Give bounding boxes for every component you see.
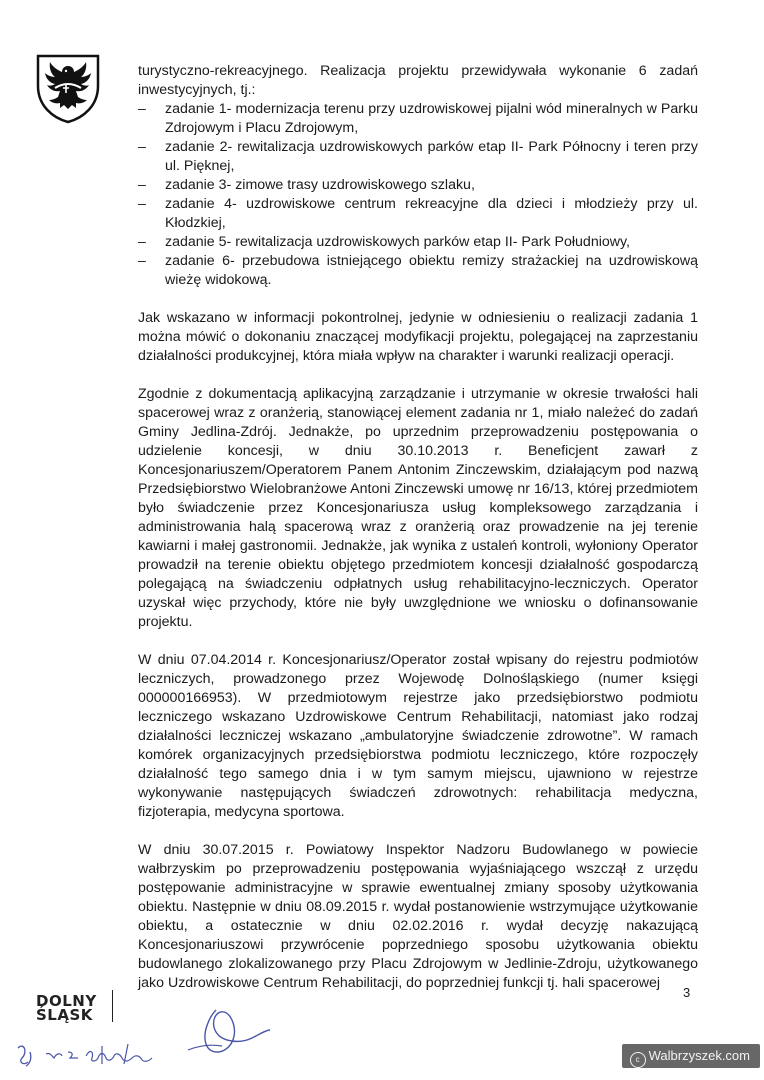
list-item: – zadanie 5- rewitalizacja uzdrowiskowych parków etap II- Park Południowy, xyxy=(138,233,698,252)
paragraph: Zgodnie z dokumentacją aplikacyjną zarządzanie i utrzymanie w okresie trwałości hali spacerowej wraz z oranżerią, stanowiącej element zadania nr 1, miało należeć do zadań Gminy Jedlina-Zdrój. Jednakże, po uprzednim przeprowadzeniu postępowania o udzielenie koncesji, w dniu 30.10.2013 r. Beneficjent zawarł z Koncesjonariuszem/Operatorem Panem Antonim Zinczewskim, działającym pod nazwą Przedsiębiorstwo Wielobranżowe Antoni Zinczewski umowę nr 16/13, której przedmiotem było świadczenie przez Koncesjonariusza usług kompleksowego zarządzania i administrowania halą spacerową wraz z oranżerią oraz prowadzenie na jej terenie kawiarni i małej gastronomii. Jednakże, jak wynika z ustaleń kontroli, wyłoniony Operator prowadził na terenie obiektu objętego przedmiotem koncesji działalność gospodarczą polegającą na świadczeniu odpłatnych usług rehabilitacyjno-leczniczych. Operator uzyskał więc przychody, które nie były uwzględnione we wniosku o dofinansowanie projektu. xyxy=(138,386,698,630)
intro-paragraph: turystyczno-rekreacyjnego. Realizacja projektu przewidywała wykonanie 6 zadań inwestycyjnych, tj.: xyxy=(138,63,698,98)
list-item: – zadanie 3- zimowe trasy uzdrowiskowego szlaku, xyxy=(138,176,698,195)
logo-line: ŚLĄSK xyxy=(36,1006,93,1024)
dolny-slask-logo xyxy=(36,994,97,1022)
logo-divider xyxy=(112,990,113,1022)
list-item: – zadanie 2- rewitalizacja uzdrowiskowych parków etap II- Park Północny i teren przy ul. Pięknej, xyxy=(138,138,698,176)
paragraph: W dniu 07.04.2014 r. Koncesjonariusz/Operator został wpisany do rejestru podmiotów leczniczych, prowadzonego przez Wojewodę Dolnośląskiego (numer księgi 000000166953). W przedmiotowym rejestrze jako przedsiębiorstwo podmiotu leczniczego wskazano Uzdrowiskowe Centrum Rehabilitacji, natomiast jako rodzaj działalności leczniczej wskazano „ambulatoryjne świadczenie zdrowotne”. W ramach komórek organizacyjnych przedsiębiorstwa podmiotu leczniczego, które rozpoczęły działalność tego samego dnia i w tym samym miejscu, ujawniono w rejestrze wykonywanie następujących świadczeń zdrowotnych: rehabilitacja medyczna, fizjoterapia, medycyna sportowa. xyxy=(138,652,698,820)
task-list xyxy=(138,100,698,290)
logo-line: DOLNY xyxy=(36,992,97,1010)
page-number: 3 xyxy=(683,985,691,1000)
list-item: – zadanie 6- przebudowa istniejącego obiektu remizy strażackiej na uzdrowiskową wieżę widokową. xyxy=(138,252,698,290)
watermark-text: Walbrzyszek.com xyxy=(648,1048,750,1063)
paragraph: W dniu 30.07.2015 r. Powiatowy Inspektor Nadzoru Budowlanego w powiecie wałbrzyskim po przeprowadzeniu postępowania wyjaśniającego wszczął z urzędu postępowanie administracyjne w sprawie ewentualnej zmiany sposoby użytkowania obiektu. Następnie w dniu 08.09.2015 r. wydał postanowienie wstrzymujące użytkowanie obiektu, a ostatecznie w dniu 02.02.2016 r. wydał decyzję nakazującą Koncesjonariuszowi przywrócenie poprzedniego sposobu użytkowania obiektu budowlanego zlokalizowanego przy Placu Zdrojowym w Jedlinie-Zdroju, użytkowanego jako Uzdrowiskowe Centrum Rehabilitacji, do poprzedniej funkcji tj. hali spacerowej xyxy=(138,842,698,991)
eagle-crest-icon xyxy=(33,52,103,124)
watermark-badge xyxy=(622,1044,760,1068)
copyright-icon: c xyxy=(630,1052,646,1068)
paragraph: Jak wskazano w informacji pokontrolnej, jedynie w odniesieniu o realizacji zadania 1 można mówić o dokonaniu znaczącej modyfikacji projektu, polegającej na zaprzestaniu działalności produkcyjnej, która miała wpływ na charakter i warunki realizacji operacji. xyxy=(138,310,698,364)
signature-icon xyxy=(176,1002,296,1062)
list-item: – zadanie 4- uzdrowiskowe centrum rekreacyjne dla dzieci i młodzieży przy ul. Kłodzkiej, xyxy=(138,195,698,233)
handwritten-note-icon xyxy=(10,1038,190,1072)
document-body xyxy=(138,62,698,993)
list-item: – zadanie 1- modernizacja terenu przy uzdrowiskowej pijalni wód mineralnych w Parku Zdrojowym i Placu Zdrojowym, xyxy=(138,100,698,138)
